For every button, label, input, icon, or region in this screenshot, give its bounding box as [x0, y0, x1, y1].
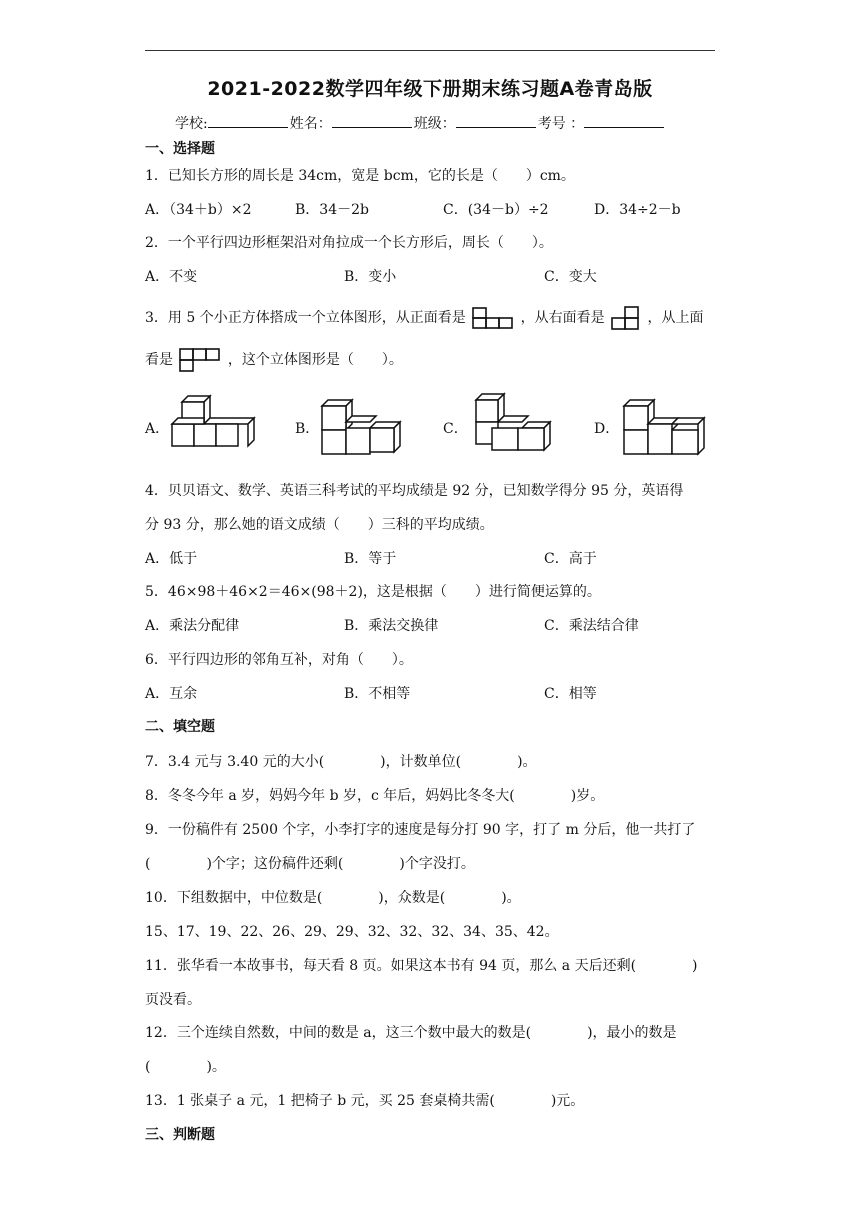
question-3-line1 — [145, 306, 704, 330]
class-blank[interactable] — [456, 114, 536, 128]
q6-option-b[interactable]: B．不相等 — [344, 686, 411, 702]
question-12-line2: ( )。 — [145, 1059, 226, 1075]
name-blank[interactable] — [332, 114, 412, 128]
question-2: 2．一个平行四边形框架沿对角拉成一个长方形后，周长（ ）。 — [145, 235, 553, 251]
q4-option-a[interactable]: A．低于 — [145, 551, 198, 567]
q1-option-a[interactable]: A．（34＋b）×2 — [145, 202, 252, 218]
q6-option-c[interactable]: C．相等 — [544, 686, 597, 702]
q4-option-c[interactable]: C．高于 — [544, 551, 597, 567]
section-heading-judge: 三、判断题 — [145, 1127, 215, 1143]
question-5: 5．46×98＋46×2＝46×(98＋2)，这是根据（ ）进行简便运算的。 — [145, 584, 601, 600]
section-heading-choice: 一、选择题 — [145, 141, 215, 157]
question-6: 6．平行四边形的邻角互补，对角（ ）。 — [145, 652, 413, 668]
question-9-line2: ( )个字；这份稿件还剩( )个字没打。 — [145, 856, 475, 872]
q3-option-d[interactable]: D． — [594, 421, 620, 437]
name-label: 姓名： — [289, 116, 332, 132]
question-7: 7．3.4 元与 3.40 元的大小( )，计数单位( )。 — [145, 754, 537, 770]
right-view-figure — [611, 306, 641, 330]
question-4-line2: 分 93 分，那么她的语文成绩（ ）三科的平均成绩。 — [145, 517, 494, 533]
q3-figure-b — [318, 398, 402, 458]
q2-option-b[interactable]: B．变小 — [344, 269, 397, 285]
question-11-line1: 11．张华看一本故事书，每天看 8 页。如果这本书有 94 页，那么 a 天后还剩( ) — [145, 958, 698, 974]
q5-option-c[interactable]: C．乘法结合律 — [544, 618, 639, 634]
school-label: 学校: — [175, 116, 208, 132]
front-view-figure — [472, 307, 514, 329]
class-label: 班级： — [413, 116, 456, 132]
q5-option-a[interactable]: A．乘法分配律 — [145, 618, 240, 634]
q6-option-a[interactable]: A．互余 — [145, 686, 198, 702]
q3-text-part2: ，从右面看是 — [520, 310, 605, 326]
q3-line2-part1: 看是 — [145, 352, 173, 368]
q3-figure-c — [470, 390, 554, 454]
question-10-line2: 15、17、19、22、26、29、29、32、32、32、34、35、42。 — [145, 924, 559, 940]
student-info-line — [175, 113, 666, 133]
q2-option-a[interactable]: A．不变 — [145, 269, 198, 285]
question-11-line2: 页没看。 — [145, 992, 201, 1008]
q3-line2-part2: ，这个立体图形是（ ）。 — [227, 352, 403, 368]
q3-text-part1: 3．用 5 个小正方体搭成一个立体图形，从正面看是 — [145, 310, 466, 326]
page-title: 2021-2022数学四年级下册期末练习题A卷青岛版 — [207, 78, 653, 100]
q3-figure-d — [620, 398, 708, 458]
top-view-figure — [179, 348, 221, 372]
q3-figure-a — [170, 390, 260, 452]
q3-option-a[interactable]: A． — [145, 421, 170, 437]
question-4-line1: 4．贝贝语文、数学、英语三科考试的平均成绩是 92 分，已知数学得分 95 分，英语得 — [145, 483, 684, 499]
q1-option-b[interactable]: B．34－2b — [295, 202, 369, 218]
question-1: 1．已知长方形的周长是 34cm，宽是 bcm，它的长是（ ）cm。 — [145, 168, 575, 184]
q3-text-part3: ，从上面 — [647, 310, 704, 326]
number-blank[interactable] — [584, 114, 664, 128]
number-label: 考号 ： — [537, 116, 585, 132]
header-rule — [145, 50, 715, 51]
question-12-line1: 12．三个连续自然数，中间的数是 a，这三个数中最大的数是( )，最小的数是 — [145, 1025, 677, 1041]
question-8: 8．冬冬今年 a 岁，妈妈今年 b 岁，c 年后，妈妈比冬冬大( )岁。 — [145, 788, 605, 804]
question-3-line2 — [145, 348, 403, 372]
question-10-line1: 10．下组数据中，中位数是( )，众数是( )。 — [145, 890, 521, 906]
q3-option-b[interactable]: B． — [295, 421, 320, 437]
q5-option-b[interactable]: B．乘法交换律 — [344, 618, 439, 634]
question-13: 13．1 张桌子 a 元，1 把椅子 b 元，买 25 套桌椅共需( )元。 — [145, 1093, 585, 1109]
school-blank[interactable] — [208, 114, 288, 128]
q1-option-d[interactable]: D．34÷2－b — [594, 202, 681, 218]
section-heading-fill: 二、填空题 — [145, 719, 215, 735]
q3-option-c[interactable]: C． — [443, 421, 468, 437]
question-9-line1: 9．一份稿件有 2500 个字，小李打字的速度是每分打 90 字，打了 m 分后，他一共打了 — [145, 822, 696, 838]
q1-option-c[interactable]: C．(34－b）÷2 — [443, 202, 549, 218]
q4-option-b[interactable]: B．等于 — [344, 551, 397, 567]
q2-option-c[interactable]: C．变大 — [544, 269, 597, 285]
